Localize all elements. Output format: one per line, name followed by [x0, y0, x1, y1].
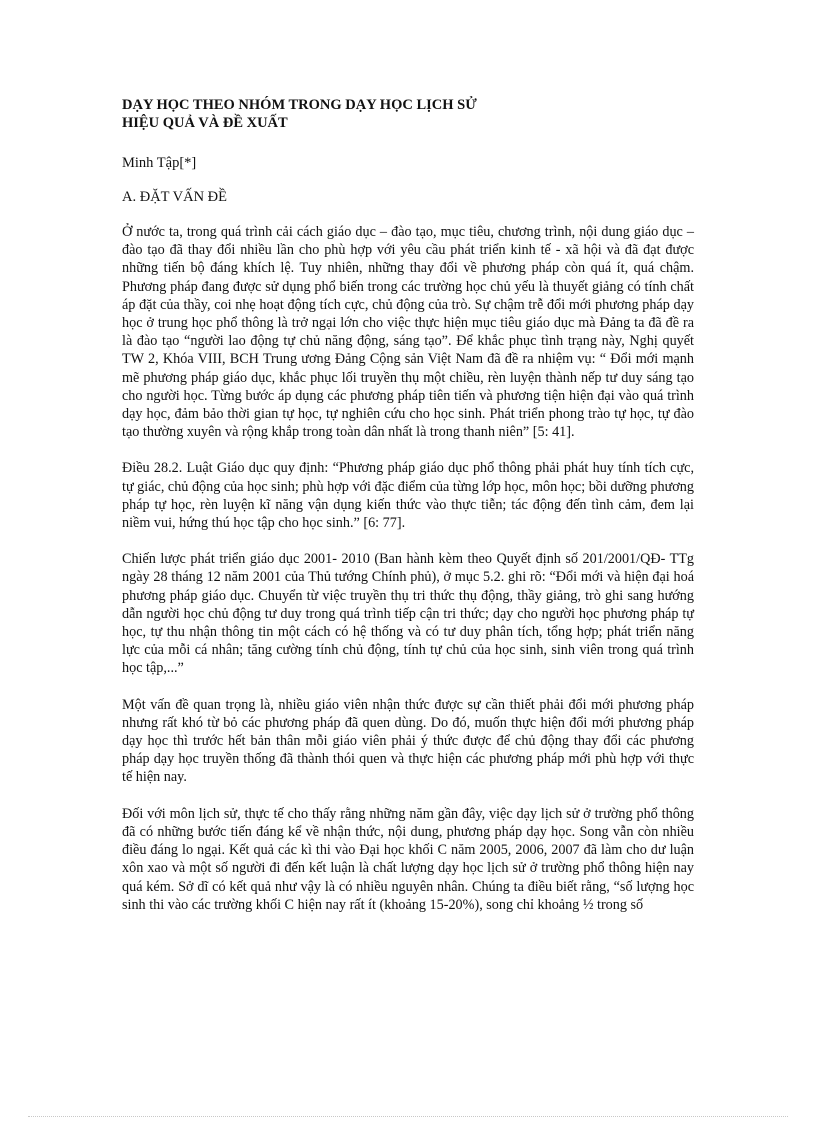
paragraph-4: Một vấn đề quan trọng là, nhiều giáo viên nhận thức được sự cần thiết phải đổi mới phương pháp nhưng rất khó từ bỏ các phương pháp đã quen dùng. Do đó, muốn thực hiện đổi mới phương pháp dạy học thì trước hết bản thân mỗi giáo viên phải ý thức được để chủ động thay đổi các phương pháp dạy học truyền thống đã thành thói quen và thực hiện các phương pháp mới phù hợp với thực tế hiện nay.	[122, 696, 694, 786]
paragraph-3: Chiến lược phát triển giáo dục 2001- 2010 (Ban hành kèm theo Quyết định số 201/2001/QĐ- TTg ngày 28 tháng 12 năm 2001 của Thủ tướng Chính phủ), ở mục 5.2. ghi rõ: “Đổi mới và hiện đại hoá phương pháp giáo dục. Chuyển từ việc truyền thụ tri thức thụ động, thầy giảng, trò ghi sang hướng dẫn người học chủ động tư duy trong quá trình tiếp cận tri thức; dạy cho người học phương pháp tự học, tự thu nhận thông tin một cách có hệ thống và có tư duy phân tích, tổng hợp; phát triển năng lực của mỗi cá nhân; tăng cường tính chủ động, tính tự chủ của học sinh, sinh viên trong quá trình học tập,...”	[122, 551, 694, 677]
document-title-line-2: HIỆU QUẢ VÀ ĐỀ XUẤT	[122, 115, 288, 131]
paragraph-2: Điều 28.2. Luật Giáo dục quy định: “Phương pháp giáo dục phổ thông phải phát huy tính tích cực, tự giác, chủ động của học sinh; phù hợp với đặc điểm của từng lớp học, môn học; bồi dưỡng phương pháp tự học, rèn luyện kĩ năng vận dụng kiến thức vào thực tiễn; tác động đến tình cảm, đem lại niềm vui, hứng thú học tập cho học sinh.” [6: 77].	[122, 460, 694, 532]
document-page	[122, 96, 694, 914]
section-heading: A. ĐẶT VẤN ĐỀ	[122, 189, 227, 205]
paragraph-1: Ở nước ta, trong quá trình cải cách giáo dục – đào tạo, mục tiêu, chương trình, nội dung giáo dục – đào tạo đã thay đổi nhiều lần cho phù hợp với yêu cầu phát triển kinh tế - xã hội và đã đạt được những tiến bộ đáng khích lệ. Tuy nhiên, những thay đổi về phương pháp còn quá ít, quá chậm. Phương pháp đang được sử dụng phổ biến trong các trường học chủ yếu là thuyết giảng có tính chất áp đặt của thầy, coi nhẹ hoạt động tích cực, chủ động của trò. Sự chậm trễ đổi mới phương pháp dạy học ở trung học phổ thông là trở ngại lớn cho việc thực hiện mục tiêu giáo dục mà Đảng ta đã đề ra là đào tạo “người lao động tự chủ năng động, sáng tạo”. Để khắc phục tình trạng này, Nghị quyết TW 2, Khóa VIII, BCH Trung ương Đảng Cộng sản Việt Nam đã đề ra nhiệm vụ: “ Đổi mới mạnh mẽ phương pháp giáo dục, khắc phục lối truyền thụ một chiều, rèn luyện thành nếp tư duy sáng tạo cho người học. Từng bước áp dụng các phương pháp tiên tiến và phương tiện hiện đại vào quá trình dạy học, đảm bảo thời gian tự học, tự nghiên cứu cho học sinh. Phát triển phong trào tự học, tự đào tạo thường xuyên và rộng khắp trong toàn dân nhất là trong thanh niên” [5: 41].	[122, 224, 694, 441]
page-bottom-divider	[28, 1116, 788, 1117]
paragraph-5: Đối với môn lịch sử, thực tế cho thấy rằng những năm gần đây, việc dạy lịch sử ở trường phổ thông đã có những bước tiến đáng kể về nhận thức, nội dung, phương pháp dạy học. Song vẫn còn nhiều điều đáng lo ngại. Kết quả các kì thi vào Đại học khối C năm 2005, 2006, 2007 đã làm cho dư luận xôn xao và một số người đi đến kết luận là chất lượng dạy học lịch sử ở trường phổ thông hiện nay quá kém. Sở dĩ có kết quả như vậy là có nhiều nguyên nhân. Chúng ta điều biết rằng, “số lượng học sinh thi vào các trường khối C hiện nay rất ít (khoảng 15-20%), song chỉ khoảng ½ trong số	[122, 805, 694, 913]
document-title-line-1: DẠY HỌC THEO NHÓM TRONG DẠY HỌC LỊCH SỬ	[122, 97, 477, 113]
document-author: Minh Tập[*]	[122, 155, 197, 171]
